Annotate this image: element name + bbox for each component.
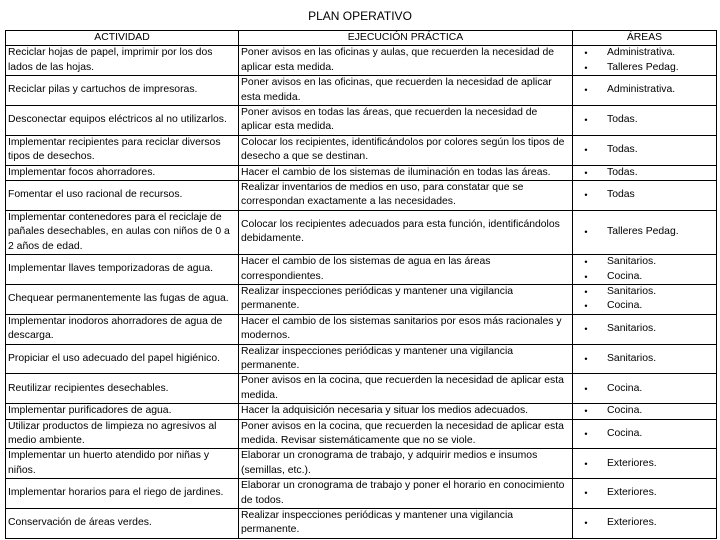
header-actividad: ACTIVIDAD (6, 31, 239, 46)
table-row (6, 181, 717, 211)
ejecucion-cell: Realizar inventarios de medios en uso, para constatar que se correspondan exactamente a las necesidades. (239, 181, 573, 211)
areas-cell (573, 135, 717, 165)
bullet-icon: • (584, 353, 588, 364)
area-item (575, 46, 714, 60)
area-item (575, 225, 714, 239)
ejecucion-cell: Elaborar un cronograma de trabajo, y adquirir medios e insumos (semillas, etc.). (239, 449, 573, 479)
areas-cell (573, 509, 717, 539)
actividad-cell: Reciclar pilas y cartuchos de impresoras. (6, 76, 239, 106)
ejecucion-cell: Elaborar un cronograma de trabajo y poner el horario en conocimiento de todos. (239, 479, 573, 509)
ejecucion-cell: Hacer el cambio de los sistemas sanitarios por esos más racionales y modernos. (239, 314, 573, 344)
areas-cell (573, 210, 717, 254)
area-label: Cocina. (607, 427, 643, 439)
ejecucion-cell: Hacer el cambio de los sistemas de agua en las áreas correspondientes. (239, 255, 573, 285)
bullet-icon: • (584, 167, 588, 178)
actividad-cell: Implementar horarios para el riego de jardines. (6, 479, 239, 509)
bullet-icon: • (584, 62, 588, 73)
bullet-icon: • (584, 488, 588, 499)
bullet-icon: • (584, 286, 588, 297)
area-item (575, 486, 714, 500)
bullet-icon: • (584, 227, 588, 238)
area-label: Sanitarios. (607, 285, 657, 297)
actividad-cell: Chequear permanentemente las fugas de agua. (6, 284, 239, 314)
bullet-icon: • (584, 257, 588, 268)
area-label: Todas. (607, 166, 638, 178)
bullet-icon: • (584, 301, 588, 312)
header-row (6, 31, 717, 46)
bullet-icon: • (584, 428, 588, 439)
area-item (575, 352, 714, 366)
area-item (575, 255, 714, 269)
areas-cell (573, 404, 717, 419)
area-label: Todas (607, 189, 635, 201)
bullet-icon: • (584, 48, 588, 59)
area-label: Cocina. (607, 405, 643, 417)
actividad-cell: Implementar llaves temporizadoras de agua. (6, 255, 239, 285)
table-row (6, 46, 717, 76)
actividad-cell: Implementar purificadores de agua. (6, 404, 239, 419)
table-row (6, 479, 717, 509)
area-label: Talleres Pedag. (607, 61, 679, 73)
table-row (6, 344, 717, 374)
ejecucion-cell: Realizar inspecciones periódicas y mantener una vigilancia permanente. (239, 284, 573, 314)
area-label: Cocina. (607, 382, 643, 394)
ejecucion-cell: Poner avisos en todas las áreas, que recuerden la necesidad de aplicar esta medida. (239, 106, 573, 136)
table-row (6, 404, 717, 419)
actividad-cell: Implementar inodoros ahorradores de agua de descarga. (6, 314, 239, 344)
bullet-icon: • (584, 115, 588, 126)
area-item (575, 143, 714, 157)
bullet-icon: • (584, 458, 588, 469)
area-label: Sanitarios. (607, 352, 657, 364)
plan-table (5, 30, 717, 539)
areas-cell (573, 106, 717, 136)
header-areas: ÁREAS (573, 31, 717, 46)
table-row (6, 76, 717, 106)
bullet-icon: • (584, 145, 588, 156)
area-label: Cocina. (607, 300, 643, 312)
area-item (575, 322, 714, 336)
areas-cell (573, 165, 717, 180)
areas-cell (573, 255, 717, 285)
ejecucion-cell: Poner avisos en las oficinas y aulas, que recuerden la necesidad de aplicar esta medida. (239, 46, 573, 76)
bullet-icon: • (584, 383, 588, 394)
area-item (575, 166, 714, 180)
area-item (575, 188, 714, 202)
table-row (6, 314, 717, 344)
header-ejecucion: EJECUCIÓN PRÁCTICA (239, 31, 573, 46)
table-row (6, 449, 717, 479)
ejecucion-cell: Colocar los recipientes, identificándolos por colores según los tipos de desecho a que se destinan. (239, 135, 573, 165)
areas-cell (573, 284, 717, 314)
area-item (575, 83, 714, 97)
bullet-icon: • (584, 190, 588, 201)
table-row (6, 135, 717, 165)
area-label: Todas. (607, 114, 638, 126)
actividad-cell: Desconectar equipos eléctricos al no utilizarlos. (6, 106, 239, 136)
area-label: Administrativa. (607, 84, 676, 96)
actividad-cell: Reutilizar recipientes desechables. (6, 374, 239, 404)
bullet-icon: • (584, 406, 588, 417)
ejecucion-cell: Realizar inspecciones periódicas y mantener una vigilancia permanente. (239, 344, 573, 374)
bullet-icon: • (584, 271, 588, 282)
areas-cell (573, 419, 717, 449)
ejecucion-cell: Colocar los recipientes adecuados para esta función, identificándolos debidamente. (239, 210, 573, 254)
area-label: Exteriores. (607, 487, 657, 499)
table-row (6, 419, 717, 449)
area-label: Administrativa. (607, 47, 676, 59)
table-row (6, 374, 717, 404)
area-item (575, 457, 714, 471)
bullet-icon: • (584, 85, 588, 96)
table-row (6, 255, 717, 285)
area-label: Exteriores. (607, 457, 657, 469)
area-label: Exteriores. (607, 517, 657, 529)
ejecucion-cell: Poner avisos en la cocina, que recuerden la necesidad de aplicar esta medida. (239, 374, 573, 404)
actividad-cell: Fomentar el uso racional de recursos. (6, 181, 239, 211)
area-label: Sanitarios. (607, 256, 657, 268)
actividad-cell: Implementar focos ahorradores. (6, 165, 239, 180)
actividad-cell: Utilizar productos de limpieza no agresivos al medio ambiente. (6, 419, 239, 449)
areas-cell (573, 314, 717, 344)
areas-cell (573, 76, 717, 106)
area-label: Cocina. (607, 270, 643, 282)
table-row (6, 210, 717, 254)
ejecucion-cell: Hacer la adquisición necesaria y situar los medios adecuados. (239, 404, 573, 419)
areas-cell (573, 479, 717, 509)
area-item (575, 404, 714, 418)
area-item (575, 516, 714, 530)
area-item (575, 382, 714, 396)
areas-cell (573, 46, 717, 76)
areas-cell (573, 344, 717, 374)
table-row (6, 509, 717, 539)
area-item (575, 427, 714, 441)
table-row (6, 165, 717, 180)
area-label: Todas. (607, 144, 638, 156)
area-label: Talleres Pedag. (607, 226, 679, 238)
page-title: PLAN OPERATIVO (308, 9, 412, 23)
area-label: Sanitarios. (607, 322, 657, 334)
actividad-cell: Propiciar el uso adecuado del papel higiénico. (6, 344, 239, 374)
actividad-cell: Implementar un huerto atendido por niñas y niños. (6, 449, 239, 479)
areas-cell (573, 449, 717, 479)
areas-cell (573, 374, 717, 404)
area-item (575, 113, 714, 127)
area-item (575, 61, 714, 75)
table-row (6, 284, 717, 314)
area-item (575, 270, 714, 284)
actividad-cell: Implementar recipientes para reciclar diversos tipos de desechos. (6, 135, 239, 165)
ejecucion-cell: Poner avisos en la cocina, que recuerden la necesidad de aplicar esta medida. Revisar sistemáticamente que no se viole. (239, 419, 573, 449)
table-row (6, 106, 717, 136)
actividad-cell: Reciclar hojas de papel, imprimir por los dos lados de las hojas. (6, 46, 239, 76)
ejecucion-cell: Poner avisos en las oficinas, que recuerden la necesidad de aplicar esta medida. (239, 76, 573, 106)
actividad-cell: Conservación de áreas verdes. (6, 509, 239, 539)
bullet-icon: • (584, 518, 588, 529)
area-item (575, 285, 714, 299)
areas-cell (573, 181, 717, 211)
bullet-icon: • (584, 323, 588, 334)
ejecucion-cell: Hacer el cambio de los sistemas de iluminación en todas las áreas. (239, 165, 573, 180)
ejecucion-cell: Realizar inspecciones periódicas y mantener una vigilancia permanente. (239, 509, 573, 539)
actividad-cell: Implementar contenedores para el reciclaje de pañales desechables, en aulas con niños de 0 a 2 años de edad. (6, 210, 239, 254)
area-item (575, 299, 714, 313)
